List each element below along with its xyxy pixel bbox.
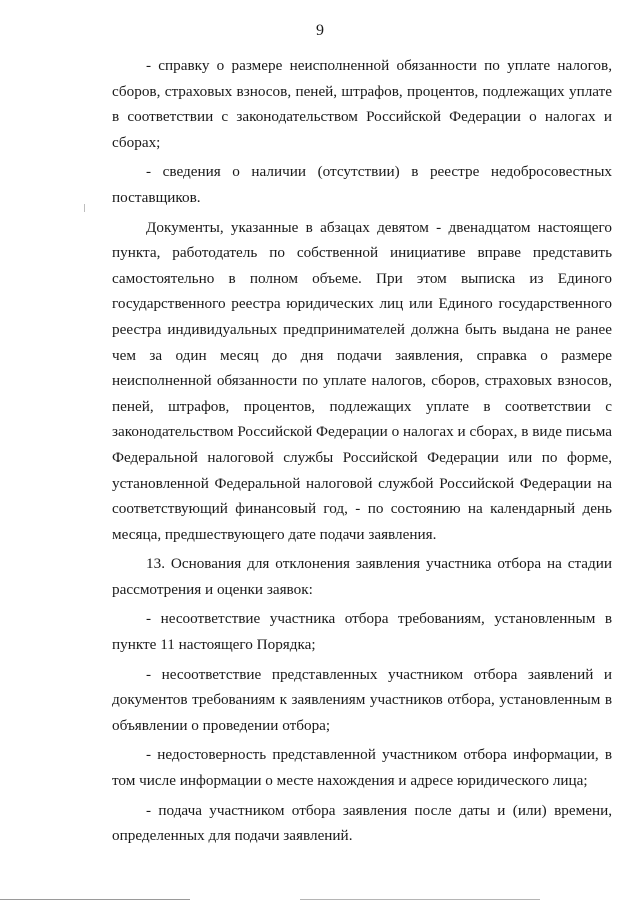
scan-edge-line-left	[0, 899, 190, 900]
section-13-heading: 13. Основания для отклонения заявления участника отбора на стадии рассмотрения и оценки заявок:	[112, 555, 612, 598]
list-item-inaccurate-information: - недостоверность представленной участником отбора информации, в том числе информации о месте нахождения и адресе юридического лица;	[112, 746, 612, 790]
paragraph-tax-debt-certificate: - справку о размере неисполненной обязанности по уплате налогов, сборов, страховых взносов, пеней, штрафов, процентов, подлежащих уплате в соответствии с законодательством Российской Федерации о налогах и сборах;	[112, 57, 612, 151]
list-item-documents-mismatch: - несоответствие представленных участником отбора заявлений и документов требованиям к заявлениям участников отбора, установленным в объявлении о проведении отбора;	[112, 665, 612, 734]
page-number: 9	[316, 22, 324, 39]
list-item-requirements-mismatch: - несоответствие участника отбора требованиям, установленным в пункте 11 настоящего Порядка;	[112, 610, 612, 654]
scan-margin-mark	[84, 204, 85, 212]
list-item-late-submission: - подача участником отбора заявления после даты и (или) времени, определенных для подачи заявлений.	[112, 801, 612, 845]
paragraph-documents-initiative: Документы, указанные в абзацах девятом - двенадцатом настоящего пункта, работодатель по собственной инициативе вправе представить самостоятельно в полном объеме. При этом выписка из Единого государственного реестра юридических лиц или Единого государственного реестра индивидуальных предпринимателей должна быть выдана не ранее чем за один месяц до дня подачи заявления, справка о размере неисполненной обязанности по уплате налогов, сборов, страховых взносов, пеней, штрафов, процентов, подлежащих уплате в соответствии с законодательством Российской Федерации о налогах и сборах, в виде письма Федеральной налоговой службы Российской Федерации или по форме, установленной Федеральной налоговой службой Российской Федерации на соответствующий финансовый год, - по состоянию на календарный день месяца, предшествующего дате подачи заявления.	[112, 218, 612, 543]
document-body	[112, 53, 612, 853]
scan-edge-line-right	[300, 899, 540, 900]
paragraph-unfair-suppliers-registry: - сведения о наличии (отсутствии) в реестре недобросовестных поставщиков.	[112, 163, 612, 206]
